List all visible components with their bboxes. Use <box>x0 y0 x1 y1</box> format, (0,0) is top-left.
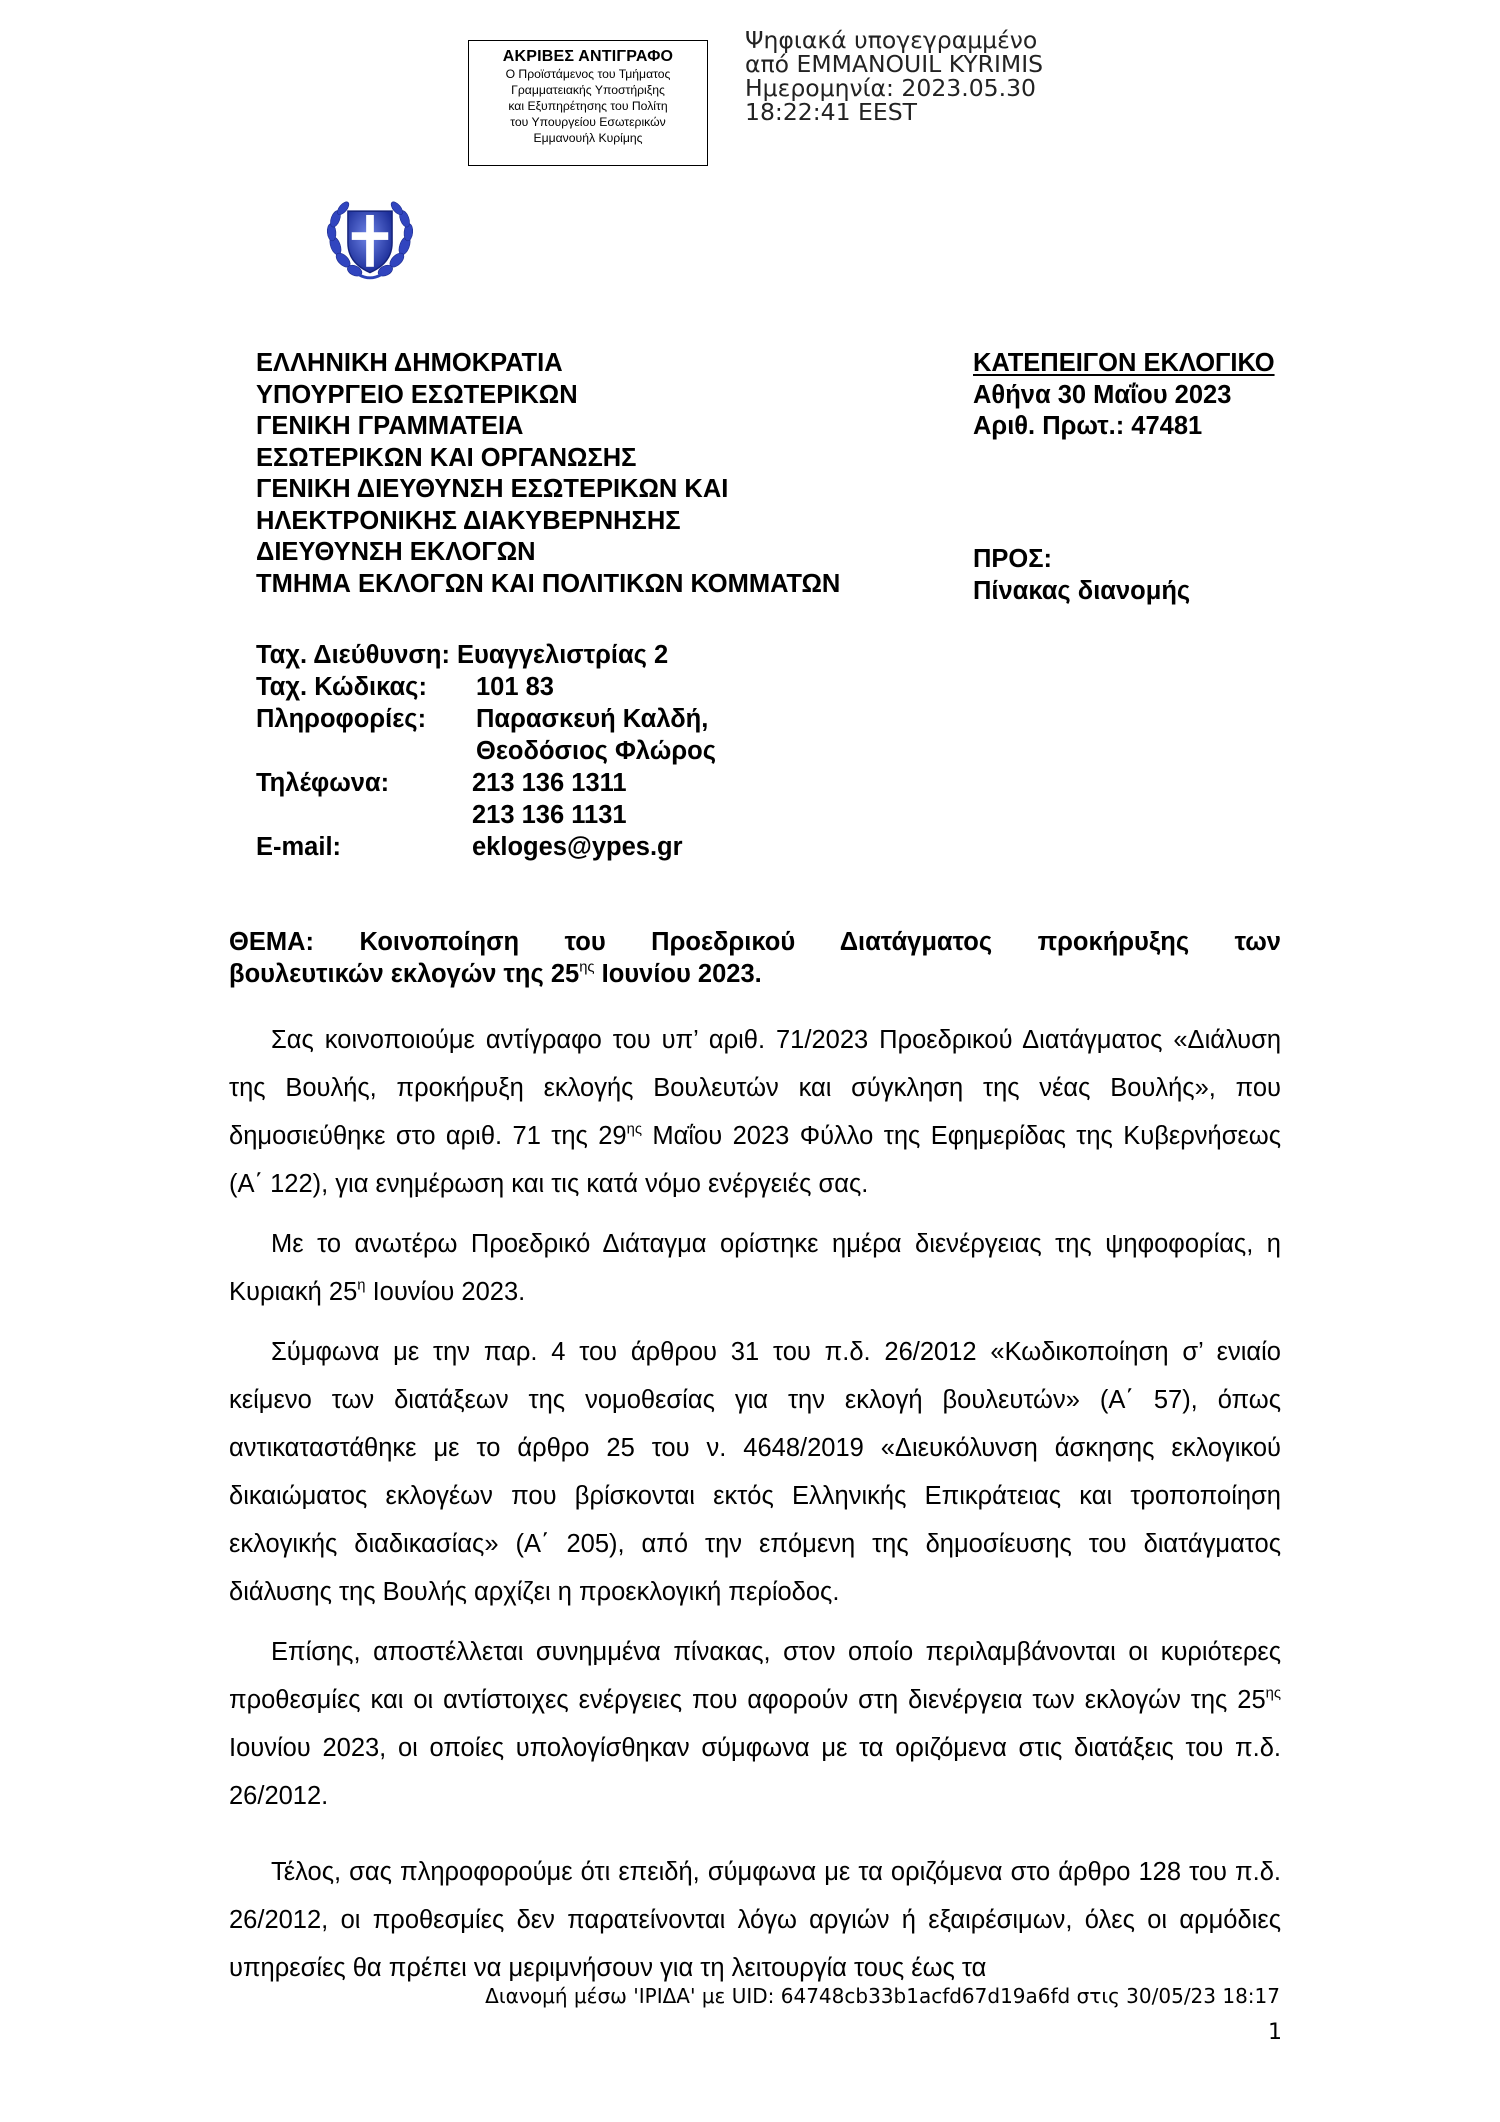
ordinal-suffix: ης <box>626 1121 642 1138</box>
paragraph <box>229 1220 1281 1316</box>
protocol-number: Αριθ. Πρωτ.: 47481 <box>973 412 1203 440</box>
phone-label: Τηλέφωνα: <box>256 769 390 797</box>
page-number: 1 <box>1268 2020 1282 2045</box>
subject <box>229 926 1281 990</box>
info-label: Πληροφορίες: <box>256 705 427 733</box>
info-contact: Θεοδόσιος Φλώρος <box>476 737 716 765</box>
paragraph-text: Μαΐου 2023 Φύλλο της Εφημερίδας της Κυβερνήσεως (Α΄ 122), για ενημέρωση και τις κατά νόμο ενέργειές σας. <box>229 1122 1281 1198</box>
stamp-line: Ο Προϊστάμενος του Τμήματος <box>505 67 671 81</box>
postcode: 101 83 <box>476 673 554 701</box>
subject-line: ΘΕΜΑ: Κοινοποίηση του Προεδρικού Διατάγματος προκήρυξης των <box>229 928 1281 956</box>
signature-line: 18:22:41 EEST <box>745 98 917 126</box>
subject-text: βουλευτικών εκλογών της 25 <box>229 960 580 988</box>
stamp-line: και Εξυπηρέτησης του Πολίτη <box>508 99 668 113</box>
digital-signature <box>745 28 1043 124</box>
phone-number: 213 136 1131 <box>472 801 627 829</box>
ordinal-suffix: ης <box>1265 1685 1281 1702</box>
email-address: ekloges@ypes.gr <box>472 833 683 861</box>
signature-line: Ψηφιακά υπογεγραμμένο <box>745 26 1038 54</box>
subject-line <box>229 958 1281 990</box>
paragraph-text: Ιουνίου 2023. <box>365 1278 526 1306</box>
recipient-value: Πίνακας διανομής <box>973 576 1191 605</box>
authority-line: ΥΠΟΥΡΓΕΙΟ ΕΣΩΤΕΡΙΚΩΝ <box>256 380 578 409</box>
authority-line: ΓΕΝΙΚΗ ΓΡΑΜΜΑΤΕΙΑ <box>256 412 524 440</box>
email-label: E-mail: <box>256 833 342 861</box>
postal-address: Ταχ. Διεύθυνση: Ευαγγελιστρίας 2 <box>256 641 669 669</box>
ordinal-suffix: ης <box>579 959 595 976</box>
ordinal-suffix: η <box>357 1277 366 1294</box>
document-meta <box>973 348 1275 443</box>
authority-line: ΕΛΛΗΝΙΚΗ ΔΗΜΟΚΡΑΤΙΑ <box>256 349 563 377</box>
recipient-block <box>973 544 1190 607</box>
recipient-label: ΠΡΟΣ: <box>973 545 1053 573</box>
phone-number: 213 136 1311 <box>472 769 627 797</box>
subject-text: Ιουνίου 2023. <box>594 960 762 988</box>
stamp-line: Γραμματειακής Υποστήριξης <box>511 83 665 97</box>
signature-line: από EMMANOUIL KYRIMIS <box>745 50 1044 78</box>
paragraph <box>229 1016 1281 1208</box>
postcode-label: Ταχ. Κώδικας: <box>256 673 427 701</box>
paragraph-text: Επίσης, αποστέλλεται συνημμένα πίνακας, στον οποίο περιλαμβάνονται οι κυριότερες προθεσμίες και οι αντίστοιχες ενέργειες που αφορούν στη διενέργεια των εκλογών της 25 <box>229 1638 1281 1714</box>
paragraph-text: Σας κοινοποιούμε αντίγραφο του υπ’ αριθ. 71/2023 Προεδρικού Διατάγματος «Διάλυση της Βουλής, προκήρυξη εκλογής Βουλευτών και σύγκληση της νέας Βουλής», που δημοσιεύθηκε στο αριθ. 71 της 29 <box>229 1026 1281 1150</box>
authority-line: ΔΙΕΥΘΥΝΣΗ ΕΚΛΟΓΩΝ <box>256 538 536 566</box>
distribution-footer: Διανομή μέσω 'ΙΡΙΔΑ' με UID: 64748cb33b1acfd67d19a6fd στις 30/05/23 18:17 <box>485 1984 1280 2008</box>
authority-line: ΗΛΕΚΤΡΟΝΙΚΗΣ ΔΙΑΚΥΒΕΡΝΗΣΗΣ <box>256 506 681 535</box>
paragraph-text: Με το ανωτέρω Προεδρικό Διάταγμα ορίστηκε ημέρα διενέργειας της ψηφοφορίας, η Κυριακή 25 <box>229 1230 1281 1306</box>
paragraph: Σύμφωνα με την παρ. 4 του άρθρου 31 του π.δ. 26/2012 «Κωδικοποίηση σ’ ενιαίο κείμενο των διατάξεων της νομοθεσίας για την εκλογή βουλευτών» (Α΄ 57), όπως αντικαταστάθηκε με το άρθρο 25 του ν. 4648/2019 «Διευκόλυνση άσκησης εκλογικού δικαιώματος εκλογέων που βρίσκονται εκτός Ελληνικής Επικράτειας και τροποποίηση εκλογικής διαδικασίας» (Α΄ 205), από την επόμενη της δημοσίευσης του διατάγματος διάλυσης της Βουλής αρχίζει η προεκλογική περίοδος. <box>229 1338 1281 1606</box>
paragraph <box>229 1628 1281 1820</box>
urgent-label: ΚΑΤΕΠΕΙΓΟΝ ΕΚΛΟΓΙΚΟ <box>973 349 1275 377</box>
stamp-line: Εμμανουήλ Κυρίμης <box>533 131 643 145</box>
letter-body <box>229 1016 1281 1992</box>
authority-line: ΓΕΝΙΚΗ ΔΙΕΥΘΥΝΣΗ ΕΣΩΤΕΡΙΚΩΝ ΚΑΙ <box>256 475 729 503</box>
issuing-authority <box>256 348 840 600</box>
authority-line: ΤΜΗΜΑ ΕΚΛΟΓΩΝ ΚΑΙ ΠΟΛΙΤΙΚΩΝ ΚΟΜΜΑΤΩΝ <box>256 569 841 598</box>
authority-line: ΕΣΩΤΕΡΙΚΩΝ ΚΑΙ ΟΡΓΑΝΩΣΗΣ <box>256 443 637 472</box>
paragraph: Τέλος, σας πληροφορούμε ότι επειδή, σύμφωνα με τα οριζόμενα στο άρθρο 128 του π.δ. 26/2012, οι προθεσμίες δεν παρατείνονται λόγω αργιών ή εξαιρέσιμων, όλες οι αρμόδιες υπηρεσίες θα πρέπει να μεριμνήσουν για τη λειτουργία τους έως τα <box>229 1858 1281 1982</box>
stamp-title: ΑΚΡΙΒΕΣ ΑΝΤΙΓΡΑΦΟ <box>502 48 674 65</box>
signature-line: Ημερομηνία: 2023.05.30 <box>745 74 1036 102</box>
info-contact: Παρασκευή Καλδή, <box>476 705 709 733</box>
stamp-line: του Υπουργείου Εσωτερικών <box>510 115 666 129</box>
greek-coat-of-arms-icon <box>322 190 418 286</box>
document-date: Αθήνα 30 Μαΐου 2023 <box>973 380 1232 409</box>
certified-copy-stamp <box>468 40 708 166</box>
paragraph-text: Ιουνίου 2023, οι οποίες υπολογίσθηκαν σύμφωνα με τα οριζόμενα στις διατάξεις του π.δ. 26/2012. <box>229 1734 1281 1810</box>
